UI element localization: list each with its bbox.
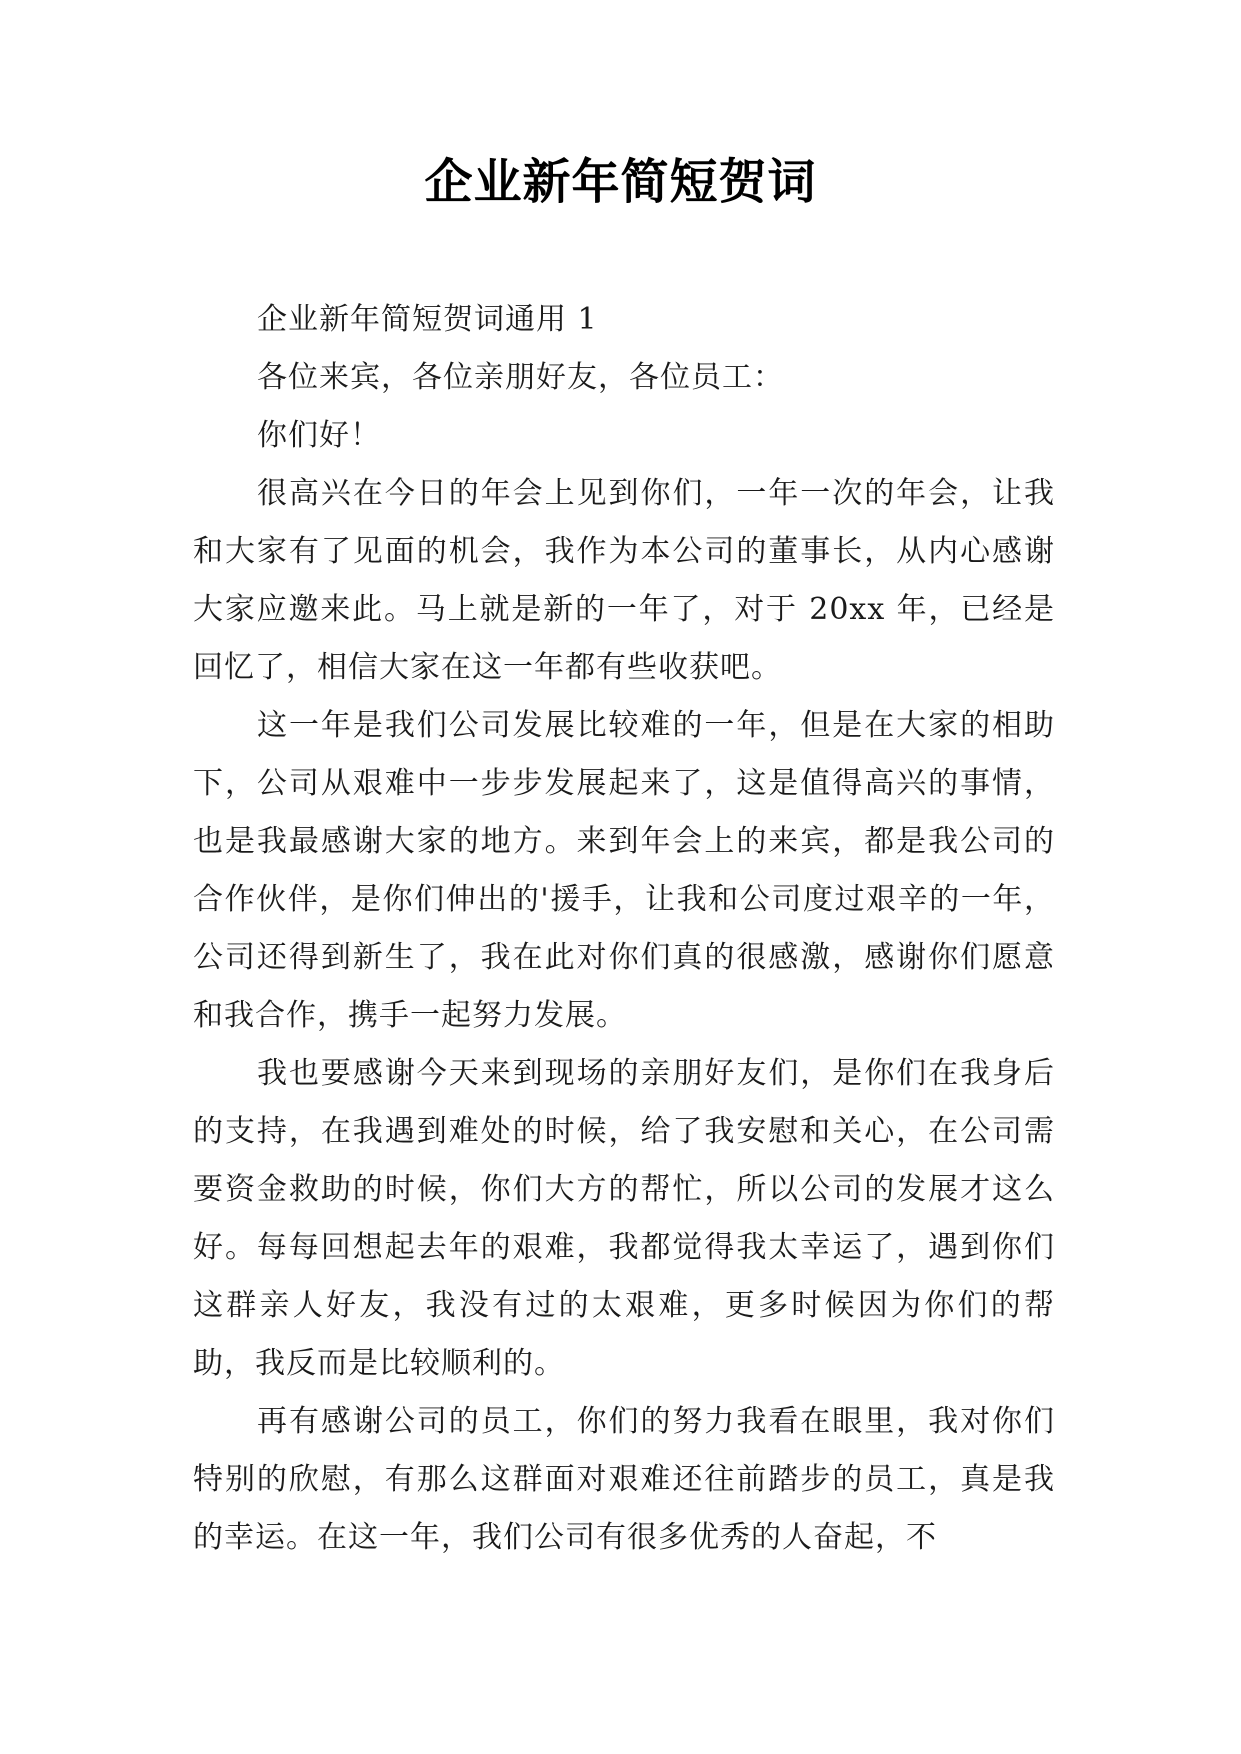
paragraph: 很高兴在今日的年会上见到你们，一年一次的年会，让我和大家有了见面的机会，我作为本公司的董事长，从内心感谢大家应邀来此。马上就是新的一年了，对于 20xx 年，已经是回忆了，相信大家在这一年都有些收获吧。: [193, 476, 1055, 685]
document-body: [193, 291, 1055, 1567]
document-title: 企业新年简短贺词: [424, 154, 817, 210]
paragraph: 这一年是我们公司发展比较难的一年，但是在大家的相助下，公司从艰难中一步步发展起来了，这是值得高兴的事情，也是我最感谢大家的地方。来到年会上的来宾，都是我公司的合作伙伴，是你们伸出的'援手，让我和公司度过艰辛的一年，公司还得到新生了，我在此对你们真的很感激，感谢你们愿意和我合作，携手一起努力发展。: [193, 708, 1055, 1033]
greeting: 你们好！: [257, 418, 381, 453]
salutation: 各位来宾，各位亲朋好友，各位员工：: [257, 360, 784, 395]
paragraph: 我也要感谢今天来到现场的亲朋好友们，是你们在我身后的支持，在我遇到难处的时候，给了我安慰和关心，在公司需要资金救助的时候，你们大方的帮忙，所以公司的发展才这么好。每每回想起去年的艰难，我都觉得我太幸运了，遇到你们这群亲人好友，我没有过的太艰难，更多时候因为你们的帮助，我反而是比较顺利的。: [193, 1056, 1055, 1381]
paragraph: 再有感谢公司的员工，你们的努力我看在眼里，我对你们特别的欣慰，有那么这群面对艰难还往前踏步的员工，真是我的幸运。在这一年，我们公司有很多优秀的人奋起，不: [193, 1404, 1055, 1555]
section-heading: 企业新年简短贺词通用 1: [257, 302, 598, 337]
